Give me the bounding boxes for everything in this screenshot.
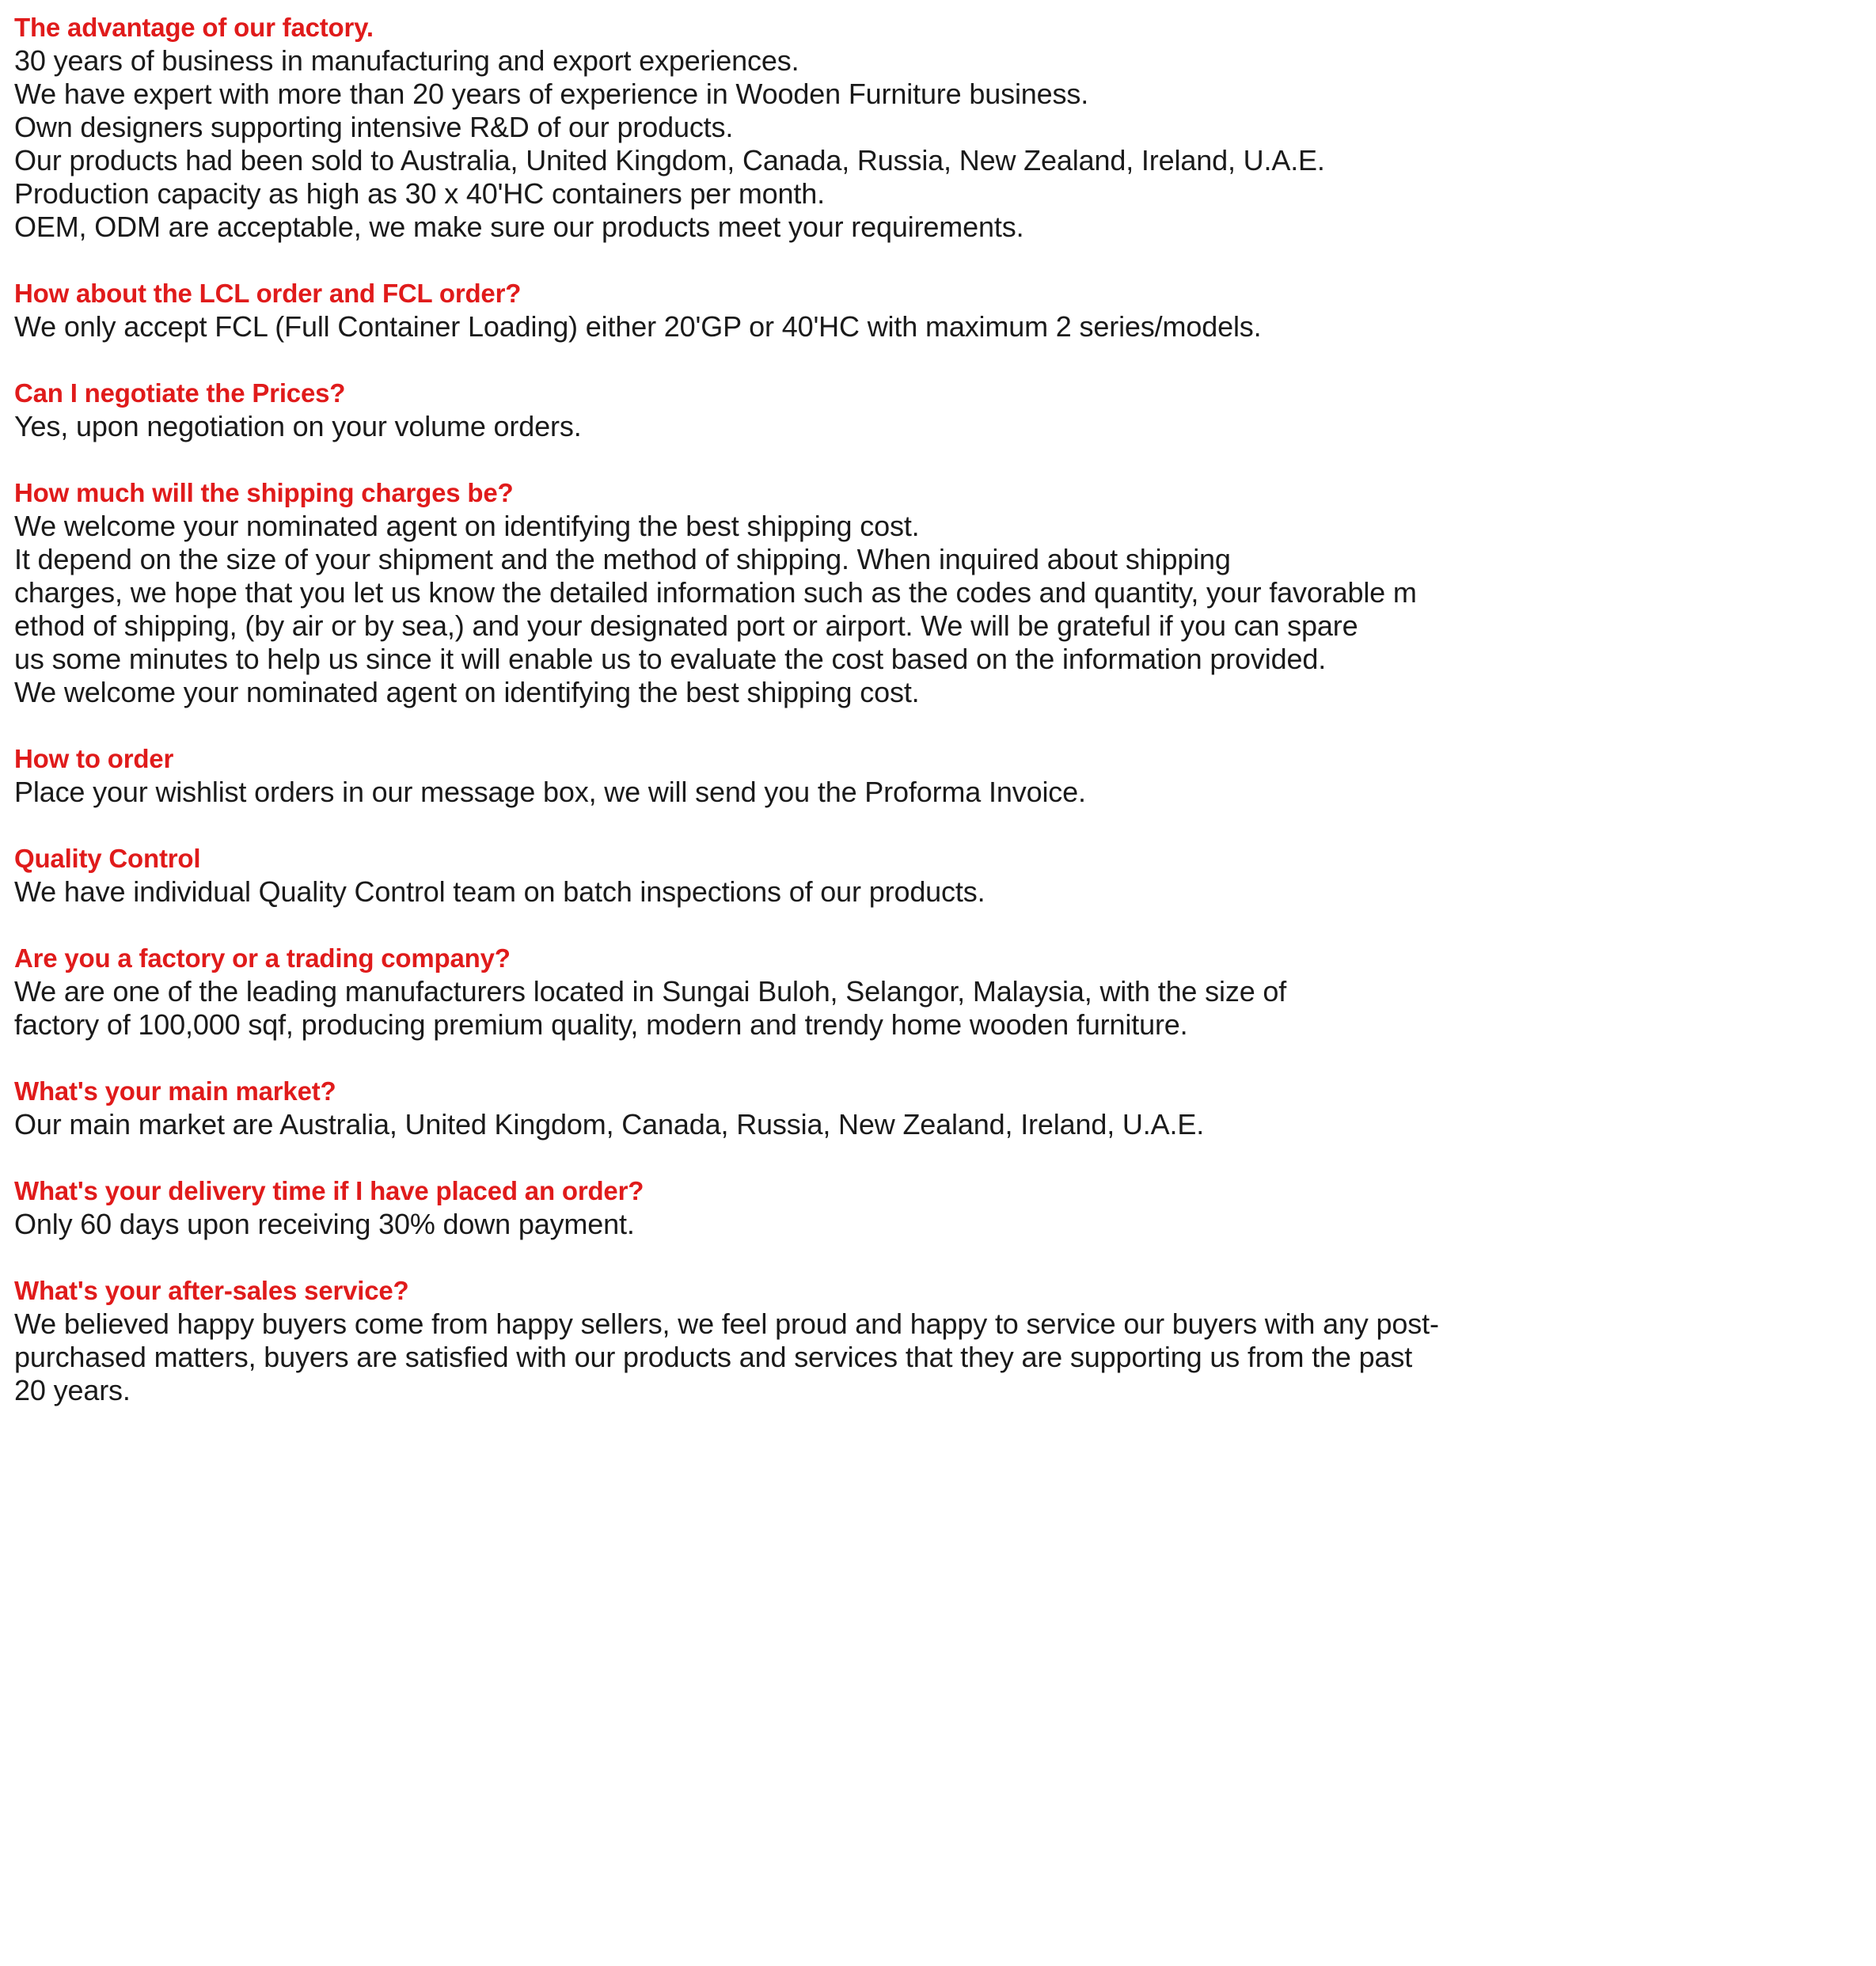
faq-answer-line: 20 years. xyxy=(14,1374,131,1406)
faq-question-heading: How about the LCL order and FCL order? xyxy=(14,279,522,308)
faq-answer-line: We believed happy buyers come from happy sellers, we feel proud and happy to service our buyers with any post- xyxy=(14,1308,1439,1340)
faq-answer-line: We are one of the leading manufacturers located in Sungai Buloh, Selangor, Malaysia, with the size of xyxy=(14,975,1287,1008)
faq-question-heading: The advantage of our factory. xyxy=(14,13,374,42)
faq-answer-line: Our products had been sold to Australia, United Kingdom, Canada, Russia, New Zealand, Ireland, U.A.E. xyxy=(14,144,1325,176)
faq-answer xyxy=(14,1108,1876,1141)
faq-answer xyxy=(14,310,1876,343)
faq-answer-line: 30 years of business in manufacturing and export experiences. xyxy=(14,44,799,77)
faq-answer-line: We only accept FCL (Full Container Loading) either 20'GP or 40'HC with maximum 2 series/models. xyxy=(14,310,1262,343)
faq-answer-line: It depend on the size of your shipment and the method of shipping. When inquired about shipping xyxy=(14,543,1231,575)
faq-question-heading: What's your main market? xyxy=(14,1076,336,1106)
faq-section xyxy=(14,11,1876,244)
faq-answer-line: Own designers supporting intensive R&D of our products. xyxy=(14,111,734,143)
faq-answer-line: ethod of shipping, (by air or by sea,) and your designated port or airport. We will be grateful if you can spare xyxy=(14,609,1358,642)
faq-section xyxy=(14,1075,1876,1141)
faq-section xyxy=(14,742,1876,809)
faq-answer-line: Production capacity as high as 30 x 40'HC containers per month. xyxy=(14,177,825,210)
faq-question-heading: What's your after-sales service? xyxy=(14,1276,409,1305)
faq-answer-line: Only 60 days upon receiving 30% down payment. xyxy=(14,1208,635,1240)
faq-question-heading: Can I negotiate the Prices? xyxy=(14,378,346,408)
faq-answer xyxy=(14,975,1876,1042)
faq-answer-line: Place your wishlist orders in our message box, we will send you the Proforma Invoice. xyxy=(14,776,1086,808)
faq-answer-line: factory of 100,000 sqf, producing premium quality, modern and trendy home wooden furniture. xyxy=(14,1008,1188,1041)
faq-question-heading: What's your delivery time if I have placed an order? xyxy=(14,1176,644,1205)
faq-section xyxy=(14,942,1876,1042)
faq-answer-line: charges, we hope that you let us know the detailed information such as the codes and quantity, your favorable m xyxy=(14,576,1417,609)
faq-question-heading: Are you a factory or a trading company? xyxy=(14,943,511,973)
faq-section xyxy=(14,842,1876,909)
faq-answer-line: us some minutes to help us since it will enable us to evaluate the cost based on the information provided. xyxy=(14,643,1327,675)
faq-question-heading: How to order xyxy=(14,744,174,773)
faq-answer-line: Our main market are Australia, United Kingdom, Canada, Russia, New Zealand, Ireland, U.A.E. xyxy=(14,1108,1205,1141)
faq-section xyxy=(14,1175,1876,1241)
faq-answer xyxy=(14,510,1876,709)
faq-answer-line: purchased matters, buyers are satisfied with our products and services that they are supporting us from the past xyxy=(14,1341,1413,1373)
faq-section xyxy=(14,1274,1876,1407)
faq-answer xyxy=(14,1208,1876,1241)
faq-answer-line: OEM, ODM are acceptable, we make sure our products meet your requirements. xyxy=(14,211,1024,243)
faq-section xyxy=(14,476,1876,709)
faq-answer-line: We welcome your nominated agent on identifying the best shipping cost. xyxy=(14,676,920,708)
faq-question-heading: Quality Control xyxy=(14,844,201,873)
faq-answer-line: We have expert with more than 20 years of experience in Wooden Furniture business. xyxy=(14,78,1089,110)
faq-answer xyxy=(14,776,1876,809)
faq-answer xyxy=(14,410,1876,443)
faq-answer xyxy=(14,1308,1876,1407)
faq-question-heading: How much will the shipping charges be? xyxy=(14,478,514,507)
faq-section xyxy=(14,377,1876,443)
faq-answer-line: We welcome your nominated agent on identifying the best shipping cost. xyxy=(14,510,920,542)
faq-answer-line: Yes, upon negotiation on your volume orders. xyxy=(14,410,582,442)
faq-answer xyxy=(14,875,1876,909)
faq-answer xyxy=(14,44,1876,244)
faq-section xyxy=(14,277,1876,343)
faq-answer-line: We have individual Quality Control team on batch inspections of our products. xyxy=(14,875,985,908)
